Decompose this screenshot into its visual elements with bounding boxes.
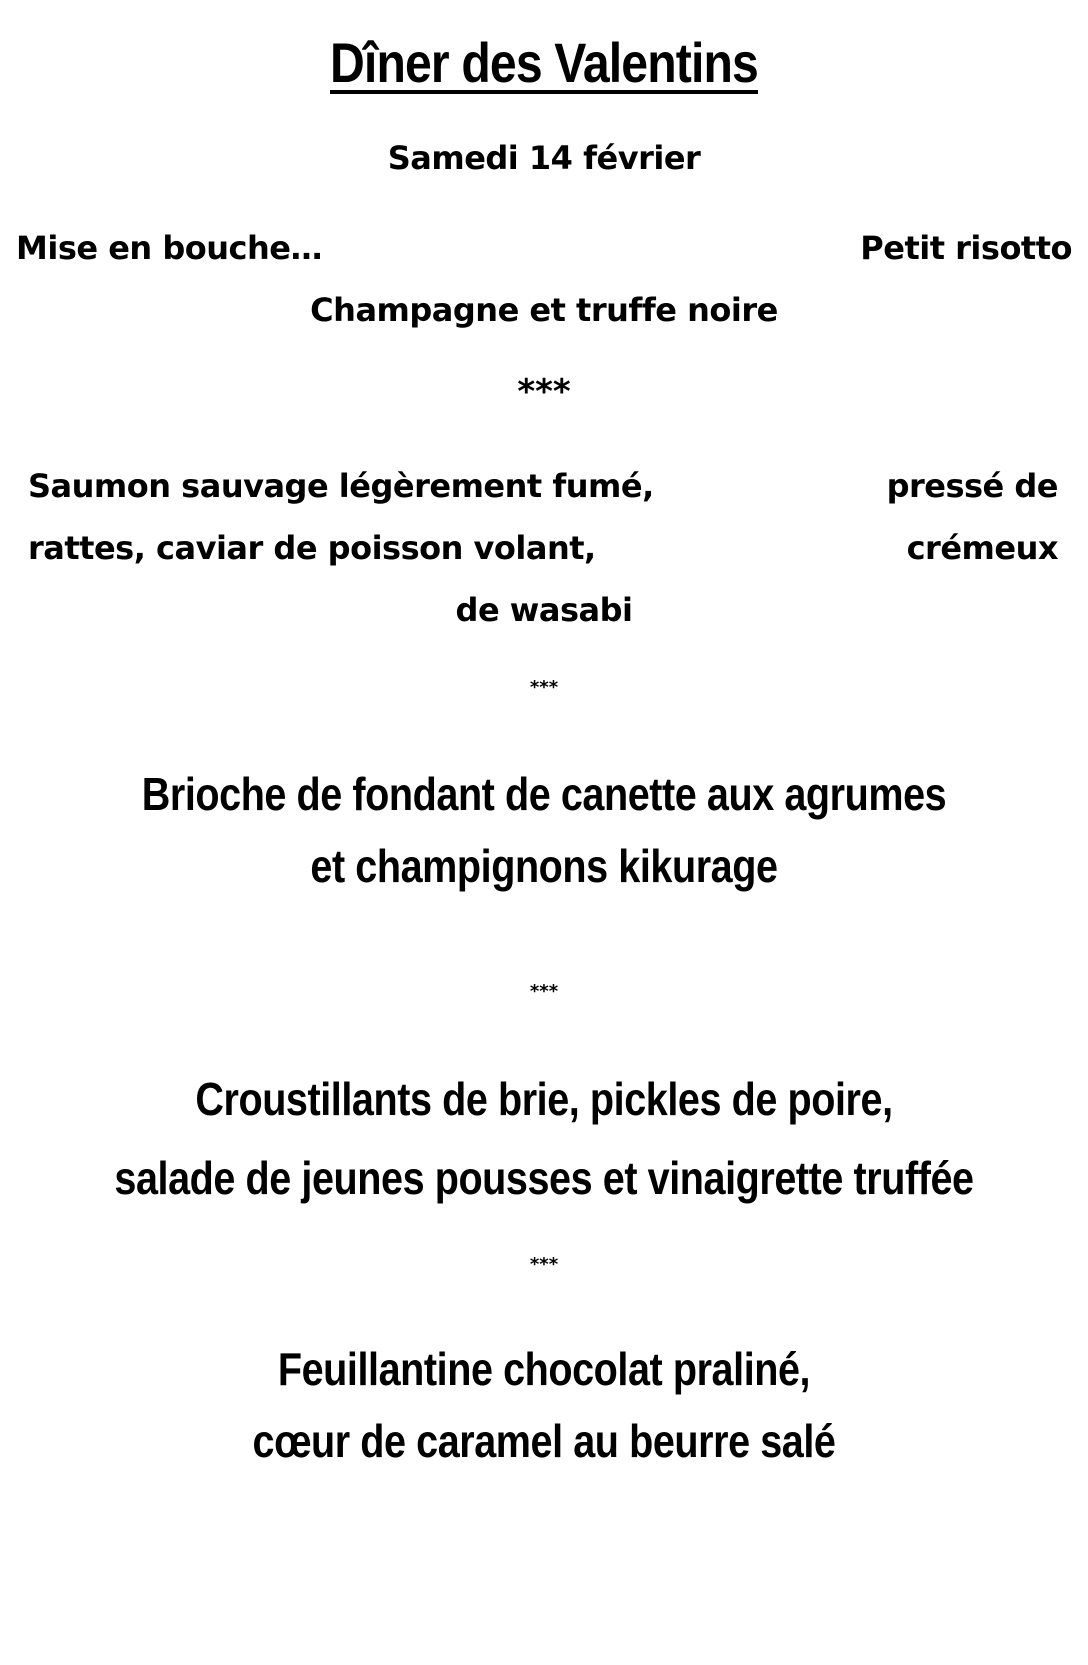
starter-line2-right: crémeux — [906, 529, 1058, 567]
main-course-line2: et champignons kikurage — [310, 840, 778, 892]
amuse-dish-part1: Petit risotto — [860, 229, 1072, 267]
separator-1: *** — [517, 372, 571, 412]
menu-title-text: Dîner des Valentins — [330, 31, 758, 94]
amuse-label: Mise en bouche… — [16, 229, 322, 267]
cheese-course-line1: Croustillants de brie, pickles de poire, — [195, 1073, 893, 1125]
starter-line3: de wasabi — [455, 591, 633, 629]
separator-3: *** — [529, 981, 559, 1002]
menu-title — [76, 28, 1012, 98]
menu-date: Samedi 14 février — [387, 139, 701, 177]
main-course-line1: Brioche de fondant de canette aux agrumes — [141, 768, 947, 820]
starter-line2-left: rattes, caviar de poisson volant, — [28, 529, 596, 567]
cheese-course-line2: salade de jeunes pousses et vinaigrette truffée — [114, 1152, 974, 1204]
starter-line1-right: pressé de — [886, 467, 1058, 505]
separator-4: *** — [529, 1254, 559, 1275]
amuse-dish-part2: Champagne et truffe noire — [310, 291, 778, 329]
separator-2: *** — [529, 677, 559, 698]
starter-line1-left: Saumon sauvage légèrement fumé, — [28, 467, 654, 505]
dessert-line2: cœur de caramel au beurre salé — [252, 1415, 836, 1467]
dessert-line1: Feuillantine chocolat praliné, — [277, 1343, 811, 1395]
